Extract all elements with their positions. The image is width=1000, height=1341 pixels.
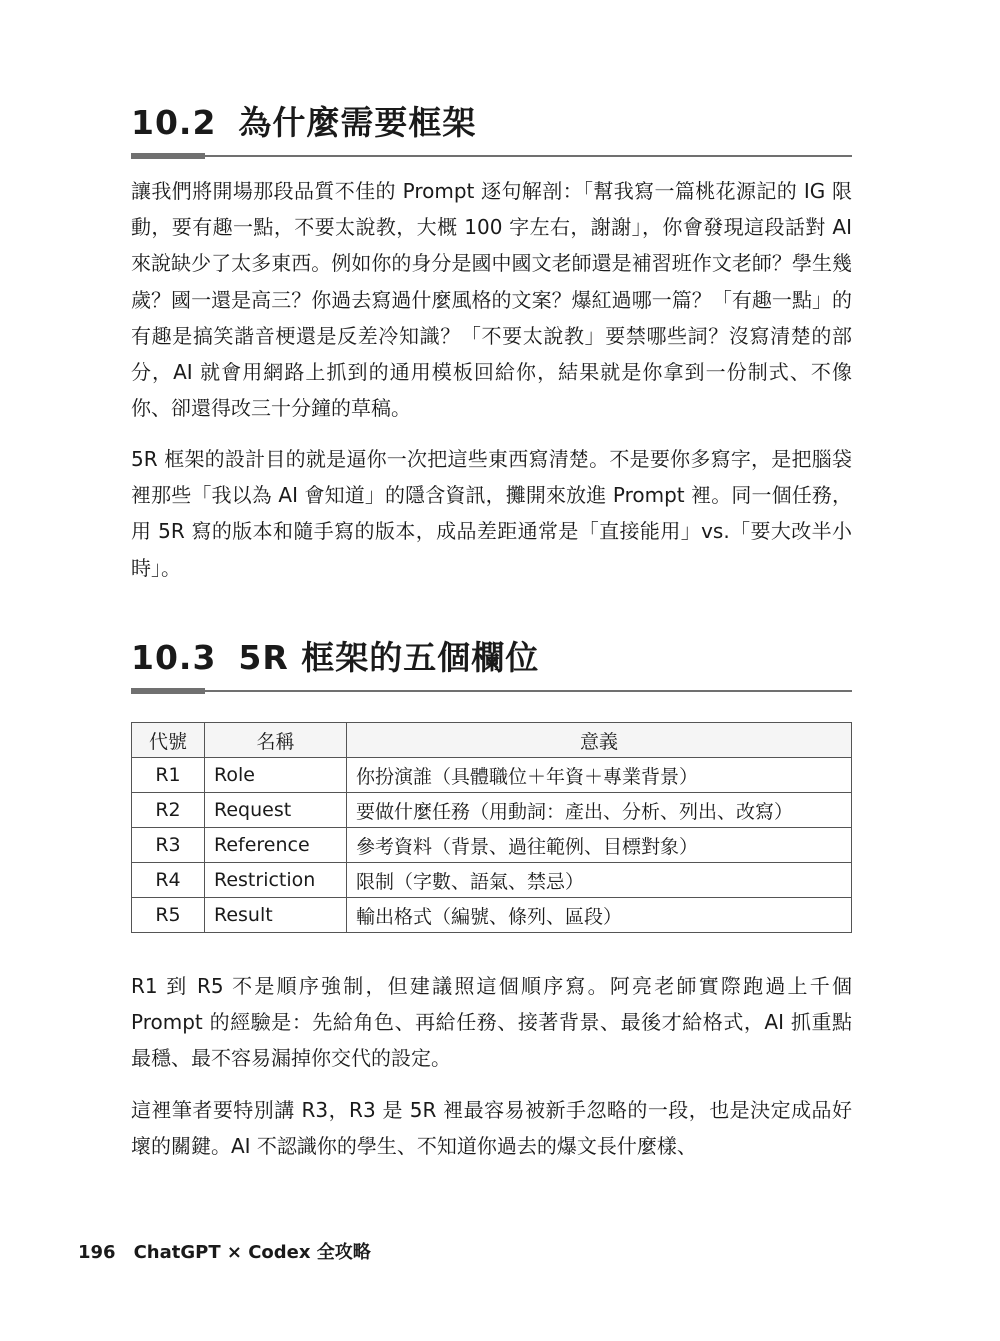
cell-code: R2 [132, 793, 205, 828]
section-10-2-heading [131, 103, 852, 159]
paragraph: 5R 框架的設計目的就是逼你一次把這些東西寫清楚。不是要你多寫字，是把腦袋裡那些「我以為 AI 會知道」的隱含資訊，攤開來放進 Prompt 裡。同一個任務，用 5R 寫的版本和隨手寫的版本，成品差距通常是「直接能用」vs.「要大改半小時」。 [131, 447, 852, 580]
section-heading [131, 638, 852, 678]
table-row [132, 863, 852, 898]
cell-meaning: 限制（字數、語氣、禁忌） [347, 863, 852, 898]
cell-code: R3 [132, 828, 205, 863]
column-header-meaning: 意義 [347, 723, 852, 758]
section-title: 5R 框架的五個欄位 [238, 638, 540, 677]
section-title: 為什麼需要框架 [238, 103, 477, 142]
cell-name: Result [205, 898, 347, 933]
column-header-name: 名稱 [205, 723, 347, 758]
section-heading [131, 103, 852, 143]
heading-underline [131, 151, 852, 159]
cell-code: R4 [132, 863, 205, 898]
paragraph: 讓我們將開場那段品質不佳的 Prompt 逐句解剖：「幫我寫一篇桃花源記的 IG 限動，要有趣一點，不要太說教，大概 100 字左右，謝謝」，你會發現這段話對 AI 來說缺少了太多東西。例如你的身分是國中國文老師還是補習班作文老師？學生幾歲？國一還是高三？你過去寫過什麼風格的文案？爆紅過哪一篇？「有趣一點」的有趣是搞笑諧音梗還是反差冷知識？「不要太說教」要禁哪些詞？沒寫清楚的部分，AI 就會用網路上抓到的通用模板回給你，結果就是你拿到一份制式、不像你、卻還得改三十分鐘的草稿。 [131, 179, 852, 421]
table-row [132, 898, 852, 933]
cell-code: R5 [132, 898, 205, 933]
cell-meaning: 參考資料（背景、過往範例、目標對象） [347, 828, 852, 863]
paragraph: R1 到 R5 不是順序強制，但建議照這個順序寫。阿亮老師實際跑過上千個 Prompt 的經驗是：先給角色、再給任務、接著背景、最後才給格式，AI 抓重點最穩、最不容易漏掉你交代的設定。 [131, 974, 852, 1071]
section-number: 10.3 [131, 638, 217, 677]
book-title: ChatGPT × Codex 全攻略 [133, 1242, 371, 1263]
cell-meaning: 輸出格式（編號、條列、區段） [347, 898, 852, 933]
section-10-3-heading [131, 638, 852, 694]
paragraph: 這裡筆者要特別講 R3，R3 是 5R 裡最容易被新手忽略的一段，也是決定成品好壞的關鍵。AI 不認識你的學生、不知道你過去的爆文長什麼樣、 [131, 1098, 852, 1159]
cell-meaning: 你扮演誰（具體職位＋年資＋專業背景） [347, 758, 852, 793]
cell-code: R1 [132, 758, 205, 793]
cell-name: Request [205, 793, 347, 828]
cell-name: Restriction [205, 863, 347, 898]
table-row [132, 828, 852, 863]
cell-name: Reference [205, 828, 347, 863]
heading-underline [131, 686, 852, 694]
page-footer [78, 1238, 371, 1264]
page-number: 196 [78, 1242, 116, 1263]
section-number: 10.2 [131, 103, 217, 142]
table-row [132, 758, 852, 793]
five-r-table [131, 722, 852, 933]
table-header-row [132, 723, 852, 758]
table-row [132, 793, 852, 828]
cell-meaning: 要做什麼任務（用動詞：產出、分析、列出、改寫） [347, 793, 852, 828]
column-header-code: 代號 [132, 723, 205, 758]
cell-name: Role [205, 758, 347, 793]
